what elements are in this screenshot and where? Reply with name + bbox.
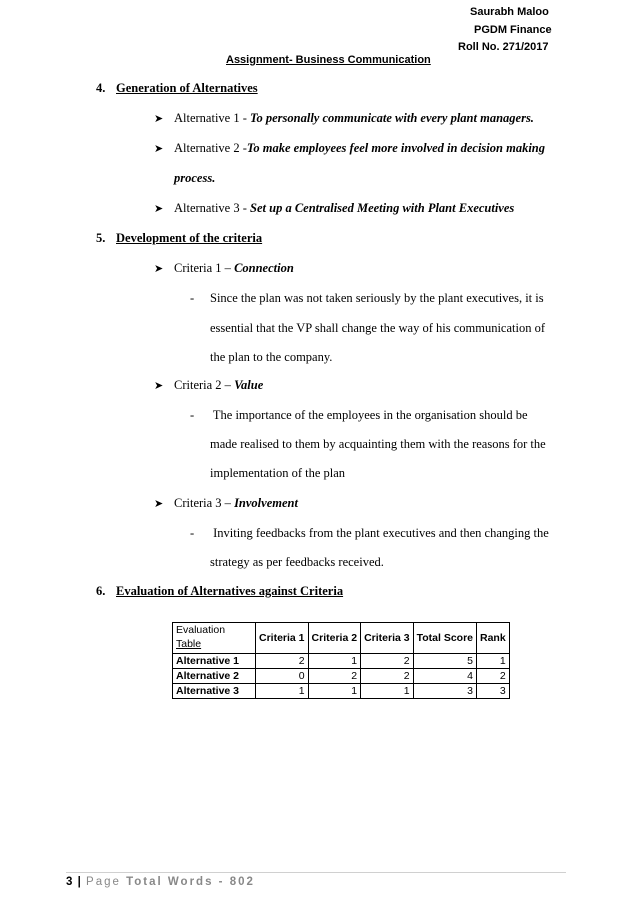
dash-bullet: - [190, 291, 195, 305]
section-title: Generation of Alternatives [116, 81, 258, 95]
table-cell: 2 [477, 669, 510, 684]
table-corner-cell [173, 623, 256, 654]
arrow-bullet-icon: ➤ [154, 113, 164, 125]
section-6-heading [96, 584, 343, 599]
assignment-title: Assignment- Business Communication [226, 54, 431, 66]
criteria-description: The importance of the employees in the organisation should be [210, 408, 528, 422]
criteria-2-line-3: implementation of the plan [210, 466, 346, 480]
criteria-description: Inviting feedbacks from the plant executives and then changing the [210, 526, 549, 540]
criteria-name: Connection [234, 261, 294, 275]
program-name: PGDM Finance [474, 24, 552, 36]
table-cell: 1 [361, 684, 414, 699]
criteria-name: Involvement [234, 496, 298, 510]
footer-divider [66, 872, 566, 873]
column-header: Criteria 3 [361, 623, 414, 654]
arrow-bullet-icon: ➤ [154, 143, 164, 155]
arrow-bullet-icon: ➤ [154, 498, 164, 510]
table-cell: 1 [308, 684, 361, 699]
table-cell: 0 [256, 669, 309, 684]
evaluation-table [172, 622, 510, 699]
author-name: Saurabh Maloo [470, 6, 549, 18]
criteria-3 [154, 496, 298, 511]
table-cell: 1 [308, 654, 361, 669]
table-cell: 2 [308, 669, 361, 684]
alternative-label: Alternative 2 - [174, 141, 247, 155]
page-word: Page [86, 876, 121, 888]
arrow-bullet-icon: ➤ [154, 203, 164, 215]
table-cell: 3 [477, 684, 510, 699]
table-cell: 1 [477, 654, 510, 669]
section-4-heading [96, 81, 258, 96]
criteria-label: Criteria 2 – [174, 378, 235, 392]
criteria-1 [154, 261, 294, 276]
roll-number: Roll No. 271/2017 [458, 41, 549, 53]
total-words: Total Words - 802 [126, 876, 255, 888]
dash-bullet: - [190, 526, 195, 540]
criteria-label: Criteria 3 – [174, 496, 235, 510]
table-cell: 1 [256, 684, 309, 699]
table-row [173, 684, 510, 699]
alternative-text: To make employees feel more involved in decision making [246, 141, 545, 155]
column-header: Criteria 1 [256, 623, 309, 654]
table-cell: 2 [361, 654, 414, 669]
row-label: Alternative 1 [173, 654, 256, 669]
criteria-1-line-1 [190, 291, 544, 306]
criteria-1-line-3: the plan to the company. [210, 350, 333, 364]
page-number: 3 [66, 876, 73, 888]
alternative-label: Alternative 3 - [174, 201, 251, 215]
section-number: 6. [96, 584, 106, 598]
criteria-2 [154, 378, 263, 393]
page-footer [66, 876, 255, 888]
criteria-label: Criteria 1 – [174, 261, 235, 275]
alternative-2 [154, 141, 545, 156]
table-header-row [173, 623, 510, 654]
alternative-2-continuation: process. [174, 171, 216, 185]
alternative-text: To personally communicate with every plant managers. [250, 111, 534, 125]
section-title: Development of the criteria [116, 231, 263, 245]
section-title: Evaluation of Alternatives against Criteria [116, 584, 344, 598]
footer-separator: | [77, 876, 81, 888]
section-5-heading [96, 231, 262, 246]
column-header: Rank [477, 623, 510, 654]
criteria-1-line-2: essential that the VP shall change the way of his communication of [210, 321, 545, 335]
criteria-description: Since the plan was not taken seriously by the plant executives, it is [210, 291, 544, 305]
alternative-1 [154, 111, 534, 126]
column-header: Total Score [413, 623, 476, 654]
criteria-2-line-1 [190, 408, 528, 423]
arrow-bullet-icon: ➤ [154, 380, 164, 392]
corner-label-line: Table [176, 638, 202, 650]
dash-bullet: - [190, 408, 195, 422]
table-row [173, 669, 510, 684]
criteria-name: Value [234, 378, 264, 392]
row-label: Alternative 2 [173, 669, 256, 684]
alternative-label: Alternative 1 - [174, 111, 251, 125]
table-row [173, 654, 510, 669]
criteria-2-line-2: made realised to them by acquainting them with the reasons for the [210, 437, 546, 451]
table-cell: 5 [413, 654, 476, 669]
table-cell: 4 [413, 669, 476, 684]
criteria-3-line-1 [190, 526, 549, 541]
criteria-3-line-2: strategy as per feedbacks received. [210, 555, 384, 569]
table-cell: 3 [413, 684, 476, 699]
alternative-3 [154, 201, 514, 216]
section-number: 5. [96, 231, 106, 245]
alternative-text: Set up a Centralised Meeting with Plant Executives [250, 201, 515, 215]
table-cell: 2 [256, 654, 309, 669]
arrow-bullet-icon: ➤ [154, 263, 164, 275]
corner-label-line: Evaluation [176, 624, 226, 636]
section-number: 4. [96, 81, 106, 95]
table-cell: 2 [361, 669, 414, 684]
column-header: Criteria 2 [308, 623, 361, 654]
row-label: Alternative 3 [173, 684, 256, 699]
